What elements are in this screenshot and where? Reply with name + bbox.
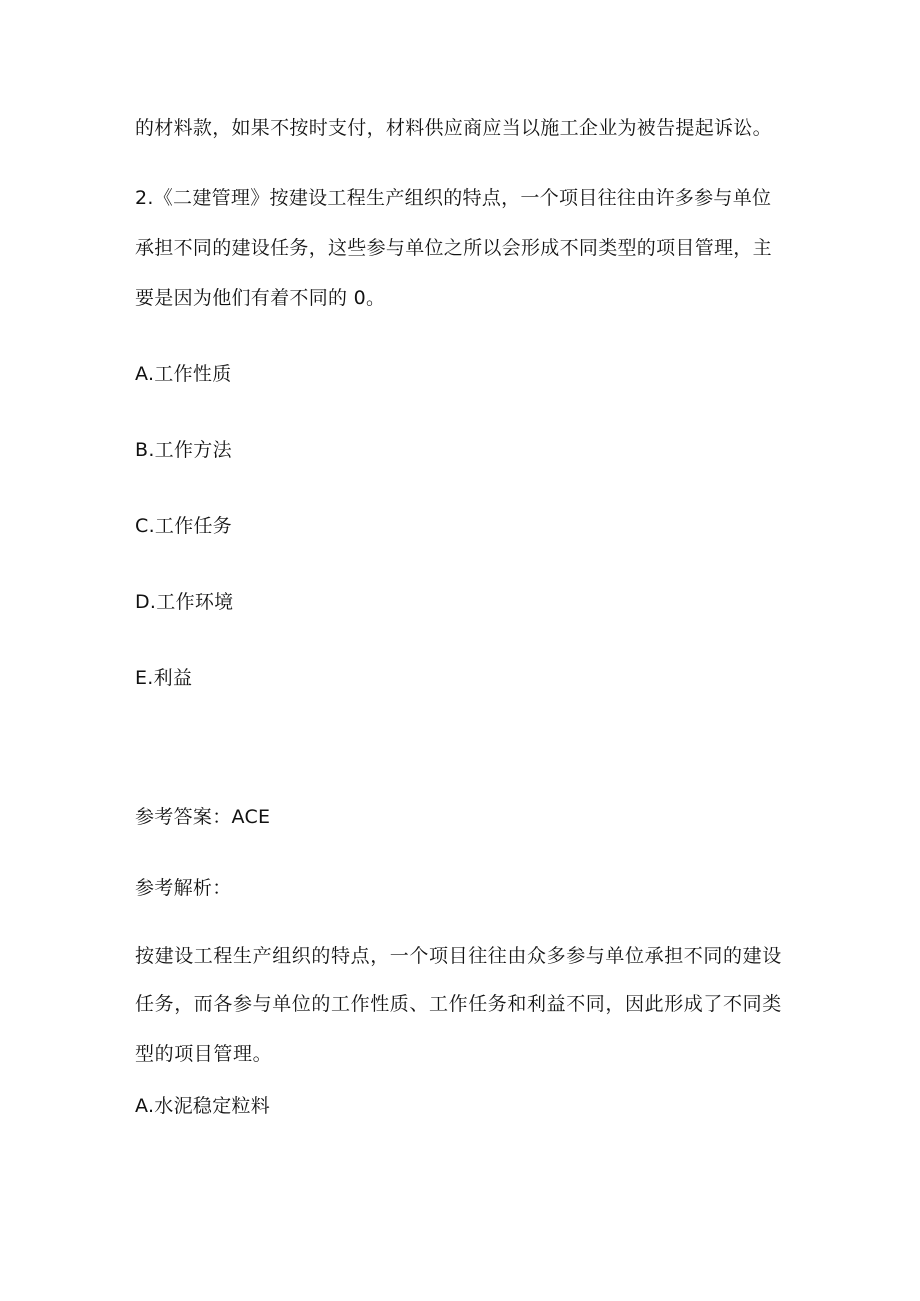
option-e: E.利益 [135,667,193,689]
question-text-line-2: 承担不同的建设任务，这些参与单位之所以会形成不同类型的项目管理，主 [135,237,772,259]
intro-text-line: 的材料款，如果不按时支付，材料供应商应当以施工企业为被告提起诉讼。 [135,117,772,139]
option-d: D.工作环境 [135,591,234,613]
question-text-line-1: 2.《二建管理》按建设工程生产组织的特点，一个项目往往由许多参与单位 [135,187,772,209]
analysis-text-line-3: 型的项目管理。 [135,1043,273,1065]
option-b: B.工作方法 [135,439,232,461]
analysis-text-line-2: 任务，而各参与单位的工作性质、工作任务和利益不同，因此形成了不同类 [135,993,782,1015]
option-a: A.工作性质 [135,363,232,385]
question-text-line-3: 要是因为他们有着不同的 0。 [135,287,386,309]
answer-label: 参考答案：ACE [135,806,271,828]
analysis-label: 参考解析： [135,877,232,899]
option-c: C.工作任务 [135,515,233,537]
trailing-option-a: A.水泥稳定粒料 [135,1095,271,1117]
analysis-text-line-1: 按建设工程生产组织的特点，一个项目往往由众多参与单位承担不同的建设 [135,945,782,967]
